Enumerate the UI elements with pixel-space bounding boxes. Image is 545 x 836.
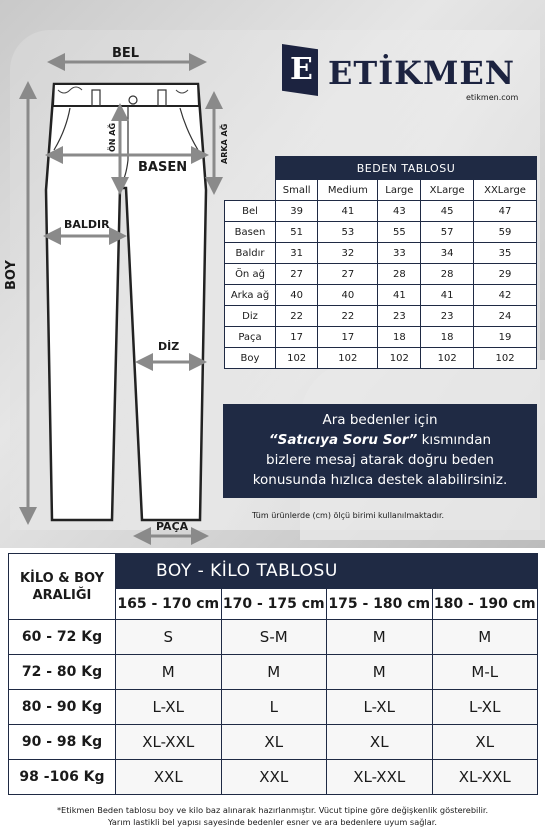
- size-cell: 28: [421, 264, 474, 285]
- size-cell: 55: [378, 222, 421, 243]
- weight-row: [9, 760, 538, 795]
- recommended-size-cell: S: [116, 620, 222, 655]
- recommended-size-cell: S-M: [221, 620, 327, 655]
- size-cell: 102: [421, 348, 474, 369]
- size-cell: 22: [276, 306, 318, 327]
- label-on-ag: ÖN AĞ: [108, 122, 117, 152]
- size-table-body: [225, 201, 537, 369]
- size-header: Large: [378, 180, 421, 201]
- weight-range-label: 60 - 72 Kg: [9, 620, 116, 655]
- corner-line: ARALIĞI: [32, 587, 92, 603]
- size-cell: 27: [318, 264, 378, 285]
- size-cell: 42: [474, 285, 537, 306]
- size-cell: 18: [378, 327, 421, 348]
- recommended-size-cell: XXL: [221, 760, 327, 795]
- recommended-size-cell: XL: [432, 725, 538, 760]
- unit-note: Tüm ürünlerde (cm) ölçü birimi kullanılmaktadır.: [252, 511, 445, 520]
- measure-label: Paça: [225, 327, 276, 348]
- height-weight-body: [9, 620, 538, 795]
- size-cell: 59: [474, 222, 537, 243]
- weight-range-label: 98 -106 Kg: [9, 760, 116, 795]
- size-table-title: BEDEN TABLOSU: [276, 157, 537, 180]
- size-cell: 41: [318, 201, 378, 222]
- size-header: Small: [276, 180, 318, 201]
- note-line: Ara bedenler için: [322, 412, 438, 428]
- height-range-header: 170 - 175 cm: [221, 589, 327, 620]
- recommended-size-cell: M: [116, 655, 222, 690]
- recommended-size-cell: XL: [327, 725, 433, 760]
- size-table: [224, 156, 537, 369]
- weight-row: [9, 690, 538, 725]
- logo-letter: E: [290, 52, 313, 87]
- weight-range-label: 72 - 80 Kg: [9, 655, 116, 690]
- label-diz: DİZ: [158, 340, 180, 353]
- size-cell: 19: [474, 327, 537, 348]
- measure-label: Basen: [225, 222, 276, 243]
- pants-outline: [46, 84, 206, 520]
- label-arka-ag: ARKA AĞ: [220, 123, 229, 164]
- recommended-size-cell: XL-XXL: [116, 725, 222, 760]
- note-line: konusunda hızlıca destek alabilirsiniz.: [252, 472, 508, 488]
- size-cell: 102: [276, 348, 318, 369]
- recommended-size-cell: L: [221, 690, 327, 725]
- size-cell: 41: [421, 285, 474, 306]
- size-cell: 32: [318, 243, 378, 264]
- size-cell: 40: [276, 285, 318, 306]
- size-cell: 51: [276, 222, 318, 243]
- size-cell: 39: [276, 201, 318, 222]
- size-cell: 29: [474, 264, 537, 285]
- weight-range-label: 80 - 90 Kg: [9, 690, 116, 725]
- label-paca: PAÇA: [156, 520, 189, 533]
- size-header: XLarge: [421, 180, 474, 201]
- label-basen: BASEN: [138, 160, 188, 175]
- label-bel: BEL: [112, 46, 140, 61]
- footer-note: [0, 804, 545, 828]
- recommended-size-cell: XL-XXL: [327, 760, 433, 795]
- label-baldir: BALDIR: [64, 218, 110, 231]
- info-note: [223, 404, 537, 498]
- size-cell: 18: [421, 327, 474, 348]
- weight-row: [9, 655, 538, 690]
- size-cell: 41: [378, 285, 421, 306]
- size-row: [225, 285, 537, 306]
- size-cell: 22: [318, 306, 378, 327]
- size-cell: 27: [276, 264, 318, 285]
- recommended-size-cell: XL: [221, 725, 327, 760]
- measure-label: Ön ağ: [225, 264, 276, 285]
- recommended-size-cell: L-XL: [327, 690, 433, 725]
- pants-illustration: [0, 0, 230, 545]
- size-row: [225, 243, 537, 264]
- footer-line: Yarım lastikli bel yapısı sayesinde bedenler esner ve ara bedenlere uyum sağlar.: [108, 817, 437, 827]
- recommended-size-cell: L-XL: [116, 690, 222, 725]
- measure-label: Arka ağ: [225, 285, 276, 306]
- size-row: [225, 201, 537, 222]
- note-emphasis: “Satıcıya Soru Sor”: [268, 432, 418, 448]
- corner-line: KİLO & BOY: [19, 570, 105, 586]
- measure-label: Boy: [225, 348, 276, 369]
- height-weight-title: BOY - KİLO TABLOSU: [116, 554, 538, 589]
- size-row: [225, 306, 537, 327]
- label-boy: BOY: [4, 260, 19, 290]
- height-range-header: 175 - 180 cm: [327, 589, 433, 620]
- brand-url: etikmen.com: [466, 93, 519, 102]
- recommended-size-cell: XXL: [116, 760, 222, 795]
- size-cell: 23: [378, 306, 421, 327]
- weight-row: [9, 620, 538, 655]
- size-cell: 47: [474, 201, 537, 222]
- size-cell: 24: [474, 306, 537, 327]
- height-range-header: 180 - 190 cm: [432, 589, 538, 620]
- brand-name: ETİKMEN: [328, 54, 516, 92]
- size-cell: 40: [318, 285, 378, 306]
- measure-label: Bel: [225, 201, 276, 222]
- recommended-size-cell: M: [327, 620, 433, 655]
- recommended-size-cell: XL-XXL: [432, 760, 538, 795]
- size-cell: 33: [378, 243, 421, 264]
- note-line: [223, 430, 537, 450]
- size-header: XXLarge: [474, 180, 537, 201]
- size-cell: 43: [378, 201, 421, 222]
- measure-label: Diz: [225, 306, 276, 327]
- weight-range-label: 90 - 98 Kg: [9, 725, 116, 760]
- size-row: [225, 222, 537, 243]
- measure-label: Baldır: [225, 243, 276, 264]
- table-corner: [9, 554, 116, 620]
- size-cell: 17: [276, 327, 318, 348]
- size-cell: 102: [318, 348, 378, 369]
- size-cell: 31: [276, 243, 318, 264]
- size-cell: 53: [318, 222, 378, 243]
- size-cell: 34: [421, 243, 474, 264]
- size-cell: 28: [378, 264, 421, 285]
- size-cell: 17: [318, 327, 378, 348]
- recommended-size-cell: M: [327, 655, 433, 690]
- size-row: [225, 264, 537, 285]
- note-text: kısmından: [417, 432, 492, 448]
- size-header: Medium: [318, 180, 378, 201]
- note-line: bizlere mesaj atarak doğru beden: [266, 452, 494, 468]
- size-row: [225, 348, 537, 369]
- size-row: [225, 327, 537, 348]
- recommended-size-cell: M-L: [432, 655, 538, 690]
- recommended-size-cell: L-XL: [432, 690, 538, 725]
- height-range-header: 165 - 170 cm: [116, 589, 222, 620]
- size-cell: 45: [421, 201, 474, 222]
- weight-row: [9, 725, 538, 760]
- recommended-size-cell: M: [432, 620, 538, 655]
- height-weight-table: [8, 553, 538, 795]
- footer-line: *Etikmen Beden tablosu boy ve kilo baz alınarak hazırlanmıştır. Vücut tipine göre değişkenlik gösterebilir.: [56, 805, 489, 815]
- size-cell: 35: [474, 243, 537, 264]
- size-cell: 57: [421, 222, 474, 243]
- recommended-size-cell: M: [221, 655, 327, 690]
- size-cell: 23: [421, 306, 474, 327]
- size-cell: 102: [474, 348, 537, 369]
- size-cell: 102: [378, 348, 421, 369]
